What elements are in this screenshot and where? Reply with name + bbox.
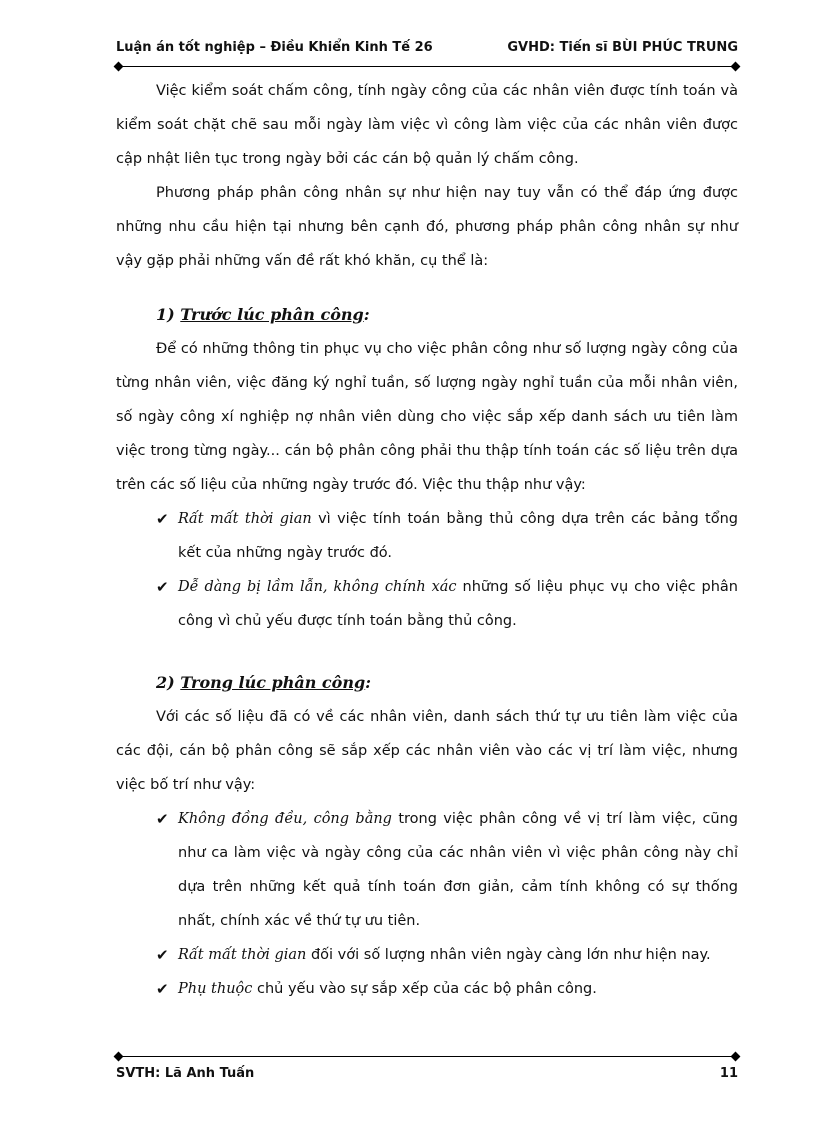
page-body — [116, 74, 738, 1006]
item-emphasis: Rất mất thời gian — [178, 947, 307, 963]
list-item — [116, 802, 738, 938]
section-2-number: 2) — [156, 673, 175, 692]
item-text: trong việc phân công về vị trí làm việc, cũng như ca làm việc và ngày công của các nhân viên vì việc phân công này chỉ dựa trên những kết quả tính toán đơn giản, cảm tính không có sự thống nhất, chính xác về thứ tự ưu tiên. — [178, 811, 739, 929]
header-divider — [118, 65, 736, 68]
list-item — [116, 972, 738, 1006]
section-1-number: 1) — [156, 305, 175, 324]
item-text: vì việc tính toán bằng thủ công dựa trên các bảng tổng kết của những ngày trước đó. — [178, 511, 738, 561]
item-emphasis: Không đồng đều, công bằng — [178, 811, 392, 827]
section-1-paragraph: Để có những thông tin phục vụ cho việc phân công như số lượng ngày công của từng nhân viên, việc đăng ký nghỉ tuần, số lượng ngày nghỉ tuần của mỗi nhân viên, số ngày công xí nghiệp nợ nhân viên dùng cho việc sắp xếp danh sách ưu tiên làm việc trong từng ngày... cán bộ phân công phải thu thập tính toán các số liệu trên dựa trên các số liệu của những ngày trước đó. Việc thu thập như vậy: — [116, 341, 738, 493]
list-item — [116, 938, 738, 972]
intro-paragraph-1: Việc kiểm soát chấm công, tính ngày công của các nhân viên được tính toán và kiểm soát chặt chẽ sau mỗi ngày làm việc vì công làm việc của các nhân viên được cập nhật liên tục trong ngày bởi các cán bộ quản lý chấm công. — [116, 83, 738, 167]
item-emphasis: Rất mất thời gian — [178, 511, 312, 527]
page-number: 11 — [719, 1066, 738, 1081]
header-advisor: GVHD: Tiến sĩ BÙI PHÚC TRUNG — [507, 40, 738, 55]
list-item — [116, 502, 738, 570]
item-text: những số liệu phục vụ cho việc phân công vì chủ yếu được tính toán bằng thủ công. — [178, 579, 739, 629]
item-emphasis: Phụ thuộc — [178, 981, 253, 997]
checkmark-icon: ✔ — [156, 980, 169, 998]
section-1-heading — [156, 298, 738, 332]
item-text: đối với số lượng nhân viên ngày càng lớn như hiện nay. — [306, 947, 711, 963]
checkmark-icon: ✔ — [156, 510, 169, 528]
section-2-list — [116, 802, 738, 1006]
item-text: chủ yếu vào sự sắp xếp của các bộ phân công. — [252, 981, 597, 997]
item-emphasis: Dễ dàng bị lầm lẫn, không chính xác — [178, 579, 457, 595]
footer-student: SVTH: Lã Anh Tuấn — [116, 1066, 255, 1081]
page-header — [116, 40, 738, 60]
section-2-paragraph: Với các số liệu đã có về các nhân viên, danh sách thứ tự ưu tiên làm việc của các đội, cán bộ phân công sẽ sắp xếp các nhân viên vào các vị trí làm việc, nhưng việc bố trí như vậy: — [116, 709, 738, 793]
section-1-title: Trước lúc phân công — [180, 305, 364, 324]
section-2-colon: : — [365, 673, 372, 692]
section-2-heading — [156, 666, 738, 700]
checkmark-icon: ✔ — [156, 946, 169, 964]
list-item — [116, 570, 738, 638]
intro-paragraph-2: Phương pháp phân công nhân sự như hiện nay tuy vẫn có thể đáp ứng được những nhu cầu hiện tại nhưng bên cạnh đó, phương pháp phân công nhân sự như vậy gặp phải những vấn đề rất khó khăn, cụ thể là: — [116, 185, 738, 269]
checkmark-icon: ✔ — [156, 810, 169, 828]
page-footer — [116, 1066, 738, 1086]
header-thesis-title: Luận án tốt nghiệp – Điều Khiển Kinh Tế 26 — [116, 40, 433, 55]
footer-divider — [118, 1055, 736, 1058]
section-1-colon: : — [363, 305, 370, 324]
checkmark-icon: ✔ — [156, 578, 169, 596]
section-2-title: Trong lúc phân công — [180, 673, 366, 692]
section-1-list — [116, 502, 738, 638]
